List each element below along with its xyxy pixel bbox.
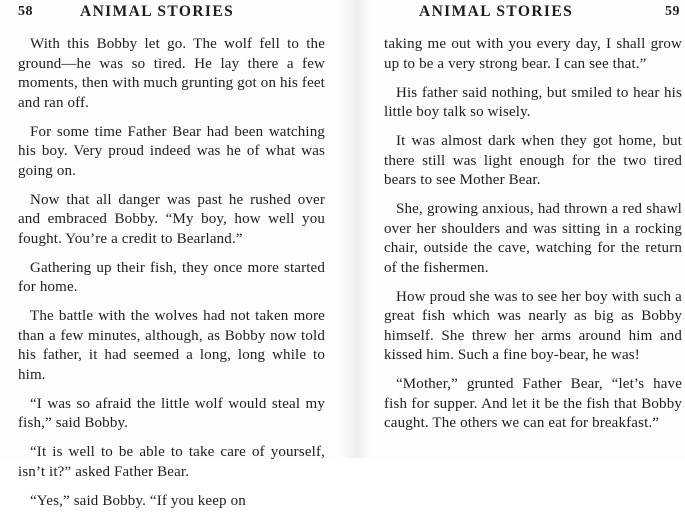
left-running-head bbox=[18, 2, 325, 22]
paragraph: It was almost dark when they got home, but there still was light enough for the two tired bears to see Mother Bear. bbox=[384, 133, 682, 188]
left-body-text bbox=[18, 35, 325, 521]
right-body-text bbox=[384, 35, 682, 443]
paragraph: “Mother,” grunted Father Bear, “let’s have fish for supper. And let it be the fish that Bobby caught. The others we can eat for breakfast.” bbox=[384, 376, 682, 431]
paragraph: The battle with the wolves had not taken more than a few minutes, although, as Bobby now told his father, it had seemed a long, long while to him. bbox=[18, 308, 325, 383]
paragraph: With this Bobby let go. The wolf fell to the ground—he was so tired. He lay there a few moments, then with much grunting got on his feet and ran off. bbox=[18, 36, 325, 111]
left-book-title: ANIMAL STORIES bbox=[80, 3, 235, 20]
book-gutter bbox=[340, 0, 370, 458]
paragraph: Now that all danger was past he rushed over and embraced Bobby. “My boy, how well you fought. You’re a credit to Bearland.” bbox=[18, 191, 325, 247]
paragraph: His father said nothing, but smiled to hear his little boy talk so wisely. bbox=[384, 84, 682, 120]
right-running-head bbox=[384, 2, 682, 22]
paragraph: For some time Father Bear had been watching his boy. Very proud indeed was he of what was going on. bbox=[18, 123, 325, 179]
left-page bbox=[18, 0, 325, 509]
right-page-number: 59 bbox=[665, 4, 680, 19]
paragraph: “I was so afraid the little wolf would steal my fish,” said Bobby. bbox=[18, 395, 325, 431]
paragraph: Gathering up their fish, they once more started for home. bbox=[18, 259, 325, 295]
paragraph: “Yes,” said Bobby. “If you keep on bbox=[30, 492, 246, 509]
left-page-number: 58 bbox=[18, 4, 33, 19]
paragraph-continued: taking me out with you every day, I shall grow up to be a very strong bear. I can see that.” bbox=[384, 36, 682, 72]
paragraph: “It is well to be able to take care of yourself, isn’t it?” asked Father Bear. bbox=[18, 444, 325, 480]
paragraph: How proud she was to see her boy with such a great fish which was nearly as big as Bobby himself. She threw her arms around him and kissed him. Such a fine boy-bear, he was! bbox=[384, 288, 682, 363]
right-page bbox=[384, 0, 682, 458]
right-book-title: ANIMAL STORIES bbox=[419, 3, 574, 20]
paragraph: She, growing anxious, had thrown a red shawl over her shoulders and was sitting in a rocking chair, outside the cave, watching for the return of the fishermen. bbox=[384, 201, 682, 276]
